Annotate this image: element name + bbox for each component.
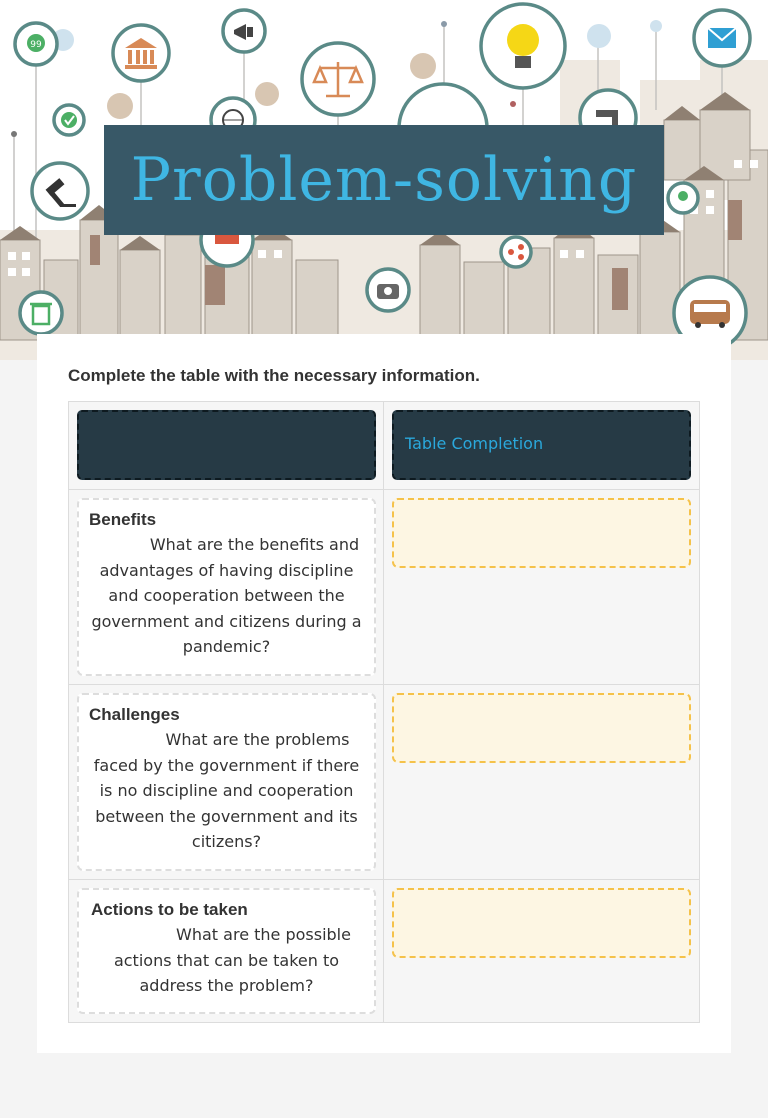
question-text: What are the benefits and advantages of having discipline and cooperation between the government and citizens during a pandemic? <box>91 535 362 657</box>
instruction-text: Complete the table with the necessary information. <box>68 366 480 385</box>
mail-icon <box>708 28 736 48</box>
question-title: Actions to be taken <box>91 900 248 919</box>
answer-drop-zone-benefits[interactable] <box>392 498 691 568</box>
bus-icon <box>690 300 730 328</box>
header-box-left <box>77 410 376 480</box>
location-pin-icon <box>678 191 688 201</box>
answer-drop-zone-actions[interactable] <box>392 888 691 958</box>
chat-bubble-icon <box>27 34 45 52</box>
svg-text:99: 99 <box>30 40 42 50</box>
question-title: Challenges <box>89 705 180 724</box>
banner <box>0 0 768 360</box>
question-text: What are the problems faced by the government if there is no discipline and cooperation between the government and its citizens? <box>93 730 360 852</box>
question-card-challenges <box>77 693 376 871</box>
checkmark-icon <box>61 112 77 128</box>
header-right-label: Table Completion <box>405 434 544 453</box>
question-card-actions <box>77 888 376 1014</box>
camera-icon <box>377 284 399 299</box>
page-title: Problem-solving <box>130 145 638 215</box>
completion-table <box>68 401 700 1023</box>
question-text: What are the possible actions that can be taken to address the problem? <box>113 925 351 996</box>
answer-drop-zone-challenges[interactable] <box>392 693 691 763</box>
title-banner <box>104 125 664 235</box>
question-card-benefits <box>77 498 376 676</box>
question-title: Benefits <box>89 510 157 529</box>
book-icon <box>215 234 239 244</box>
header-box-right <box>392 410 691 480</box>
